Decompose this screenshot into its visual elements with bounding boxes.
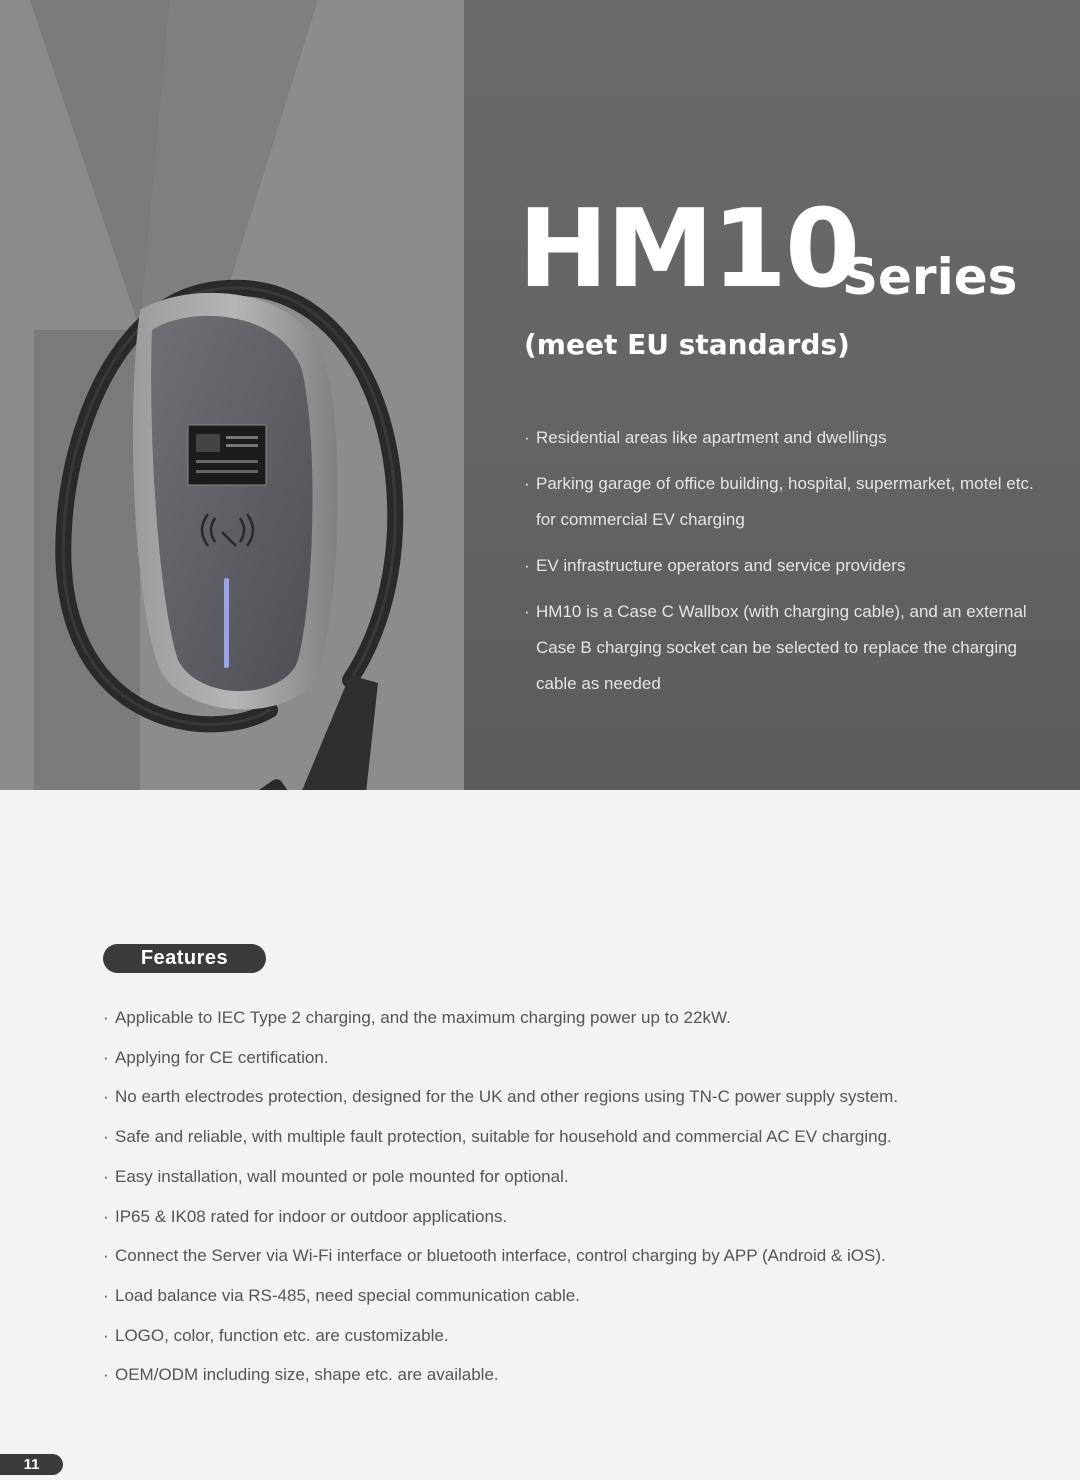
features-heading-badge: Features xyxy=(103,944,266,973)
bullet-icon: · xyxy=(103,1047,109,1067)
feature-item: · Applying for CE certification. xyxy=(103,1038,1023,1078)
bullet-icon: · xyxy=(103,1246,109,1266)
feature-item: · OEM/ODM including size, shape etc. are available. xyxy=(103,1355,1023,1395)
feature-item: · IP65 & IK08 rated for indoor or outdoor applications. xyxy=(103,1197,1023,1237)
ev-wallbox-charger-image xyxy=(40,270,440,790)
bullet-icon: · xyxy=(103,1285,109,1305)
application-item: · HM10 is a Case C Wallbox (with charging cable), and an external Case B charging socket can be selected to replace the charging cable as needed xyxy=(524,594,1034,702)
application-item: · Residential areas like apartment and dwellings xyxy=(524,420,1034,456)
bullet-icon: · xyxy=(103,1087,109,1107)
bullet-icon: · xyxy=(103,1008,109,1027)
product-title: HM10 xyxy=(518,187,859,312)
application-item: · Parking garage of office building, hospital, supermarket, motel etc. for commercial EV charging xyxy=(524,466,1034,538)
bullet-icon: · xyxy=(524,602,530,621)
feature-item: · Applicable to IEC Type 2 charging, and the maximum charging power up to 22kW. xyxy=(103,998,1023,1038)
bullet-icon: · xyxy=(103,1206,109,1226)
feature-item: · Load balance via RS-485, need special communication cable. xyxy=(103,1276,1023,1316)
bullet-icon: · xyxy=(103,1127,109,1147)
feature-item: · Safe and reliable, with multiple fault protection, suitable for household and commercial AC EV charging. xyxy=(103,1117,1023,1157)
feature-item: · LOGO, color, function etc. are customizable. xyxy=(103,1316,1023,1356)
feature-item: · Easy installation, wall mounted or pole mounted for optional. xyxy=(103,1157,1023,1197)
bullet-icon: · xyxy=(103,1325,109,1345)
application-item: · EV infrastructure operators and service providers xyxy=(524,548,1034,584)
bullet-icon: · xyxy=(103,1166,109,1186)
page-number: 11 xyxy=(0,1454,63,1475)
product-subtitle: (meet EU standards) xyxy=(524,328,850,361)
feature-item: · Connect the Server via Wi-Fi interface or bluetooth interface, control charging by APP (Android & iOS). xyxy=(103,1236,1023,1276)
features-list xyxy=(103,998,1023,1395)
bullet-icon: · xyxy=(524,428,530,447)
product-title-suffix: Series xyxy=(842,248,1018,306)
application-list xyxy=(524,420,1034,712)
bullet-icon: · xyxy=(524,556,530,575)
bullet-icon: · xyxy=(524,474,530,493)
bullet-icon: · xyxy=(103,1365,109,1385)
feature-item: · No earth electrodes protection, designed for the UK and other regions using TN-C power supply system. xyxy=(103,1077,1023,1117)
